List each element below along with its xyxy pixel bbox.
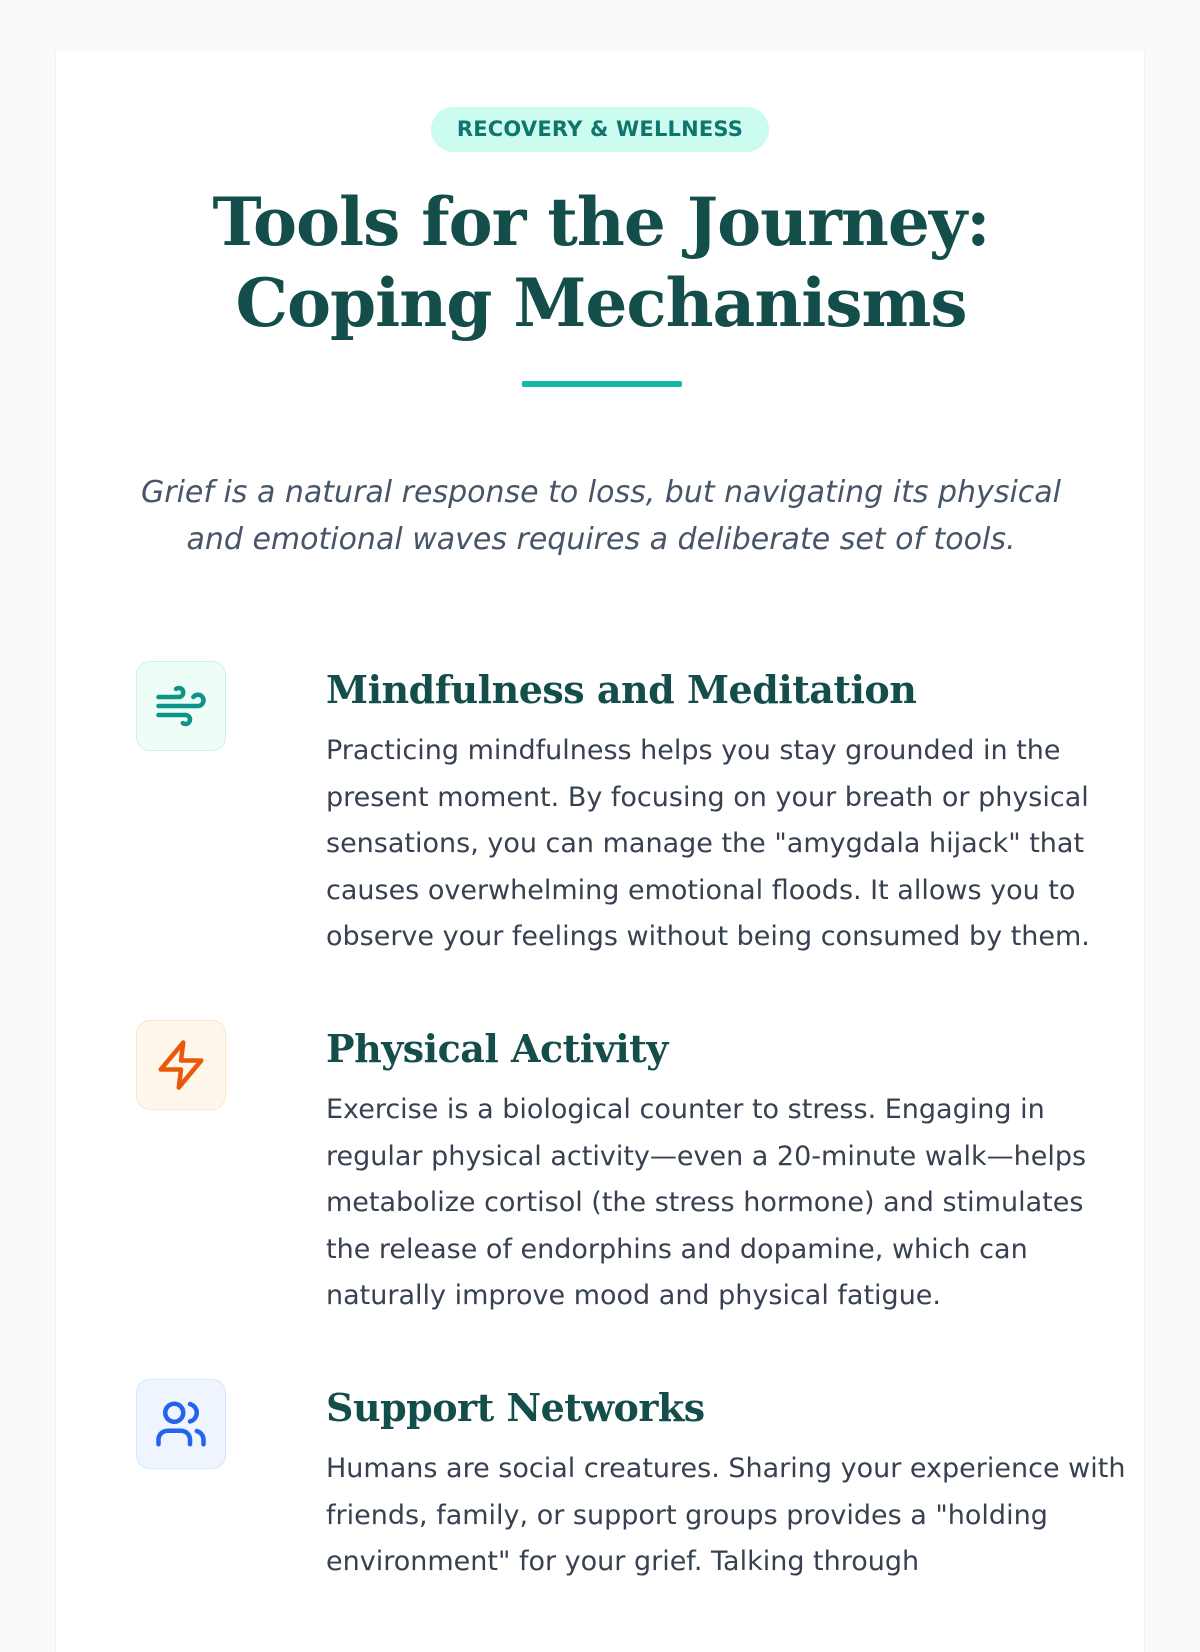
badge-container <box>56 107 1144 152</box>
title-line-1: Tools for the Journey: <box>212 183 990 261</box>
section-text: Humans are social creatures. Sharing your experience with friends, family, or support groups provides a "holding environment" for your grief. Talking through <box>326 1453 1126 1578</box>
category-badge: RECOVERY & WELLNESS <box>431 107 769 152</box>
section-title: Physical Activity <box>326 1026 668 1071</box>
support-icon-box <box>136 1379 226 1469</box>
intro-text: Grief is a natural response to loss, but navigating its physical and emotional waves requires a deliberate set of tools. <box>141 475 1061 557</box>
title-line-2: Coping Mechanisms <box>235 264 967 342</box>
title-divider <box>522 381 682 387</box>
users-icon <box>154 1397 208 1451</box>
section-title: Mindfulness and Meditation <box>326 667 917 712</box>
section-title: Support Networks <box>326 1385 705 1430</box>
article-card <box>55 52 1145 1652</box>
activity-icon-box <box>136 1020 226 1110</box>
page-title <box>96 182 1106 344</box>
lightning-icon <box>154 1038 208 1092</box>
mindfulness-icon-box <box>136 661 226 751</box>
section-text: Practicing mindfulness helps you stay grounded in the present moment. By focusing on your breath or physical sensations, you can manage the "amygdala hijack" that causes overwhelming emotional floods. It allows you to observe your feelings without being consumed by them. <box>326 735 1090 953</box>
wind-icon <box>154 679 208 733</box>
section-text: Exercise is a biological counter to stress. Engaging in regular physical activity—even a 20-minute walk—helps metabolize cortisol (the stress hormone) and stimulates the release of endorphins and dopamine, which can naturally improve mood and physical fatigue. <box>326 1094 1087 1312</box>
